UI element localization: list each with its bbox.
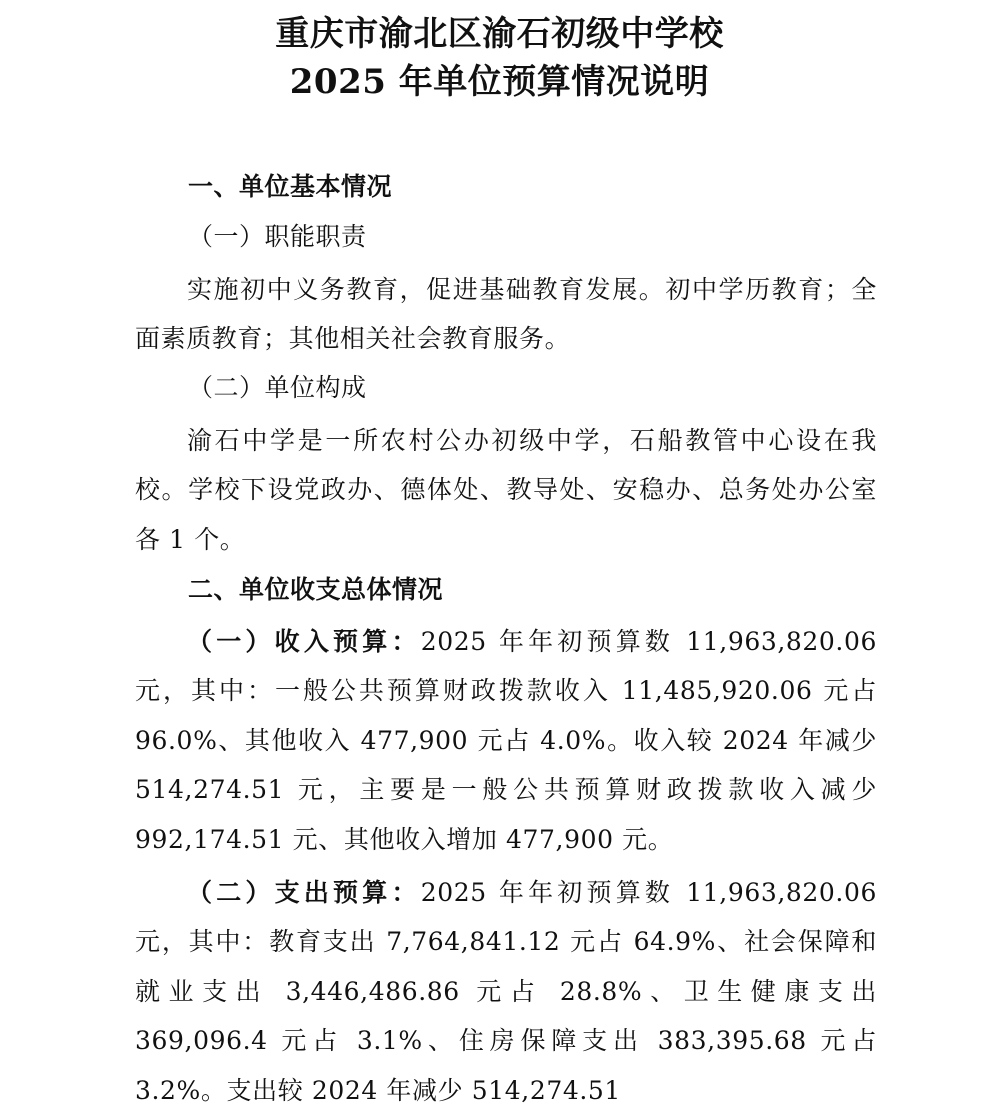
document-title-line-1: 重庆市渝北区渝石初级中学校 bbox=[275, 14, 724, 54]
expense-text: 2025 年年初预算数 11,963,820.06 元，其中：教育支出 7,764,841.12 元占 64.9%、社会保障和就业支出 3,446,486.86 元占 28.8%、卫生健康支出 369,096.4 元占 3.1%、住房保障支出 383,395.68 元占 3.2%。支出较 2024 年减少 514,274.51 bbox=[135, 878, 877, 1105]
section-1-sub-2-heading: （二）单位构成 bbox=[188, 373, 367, 402]
income-text: 2025 年年初预算数 11,963,820.06 元，其中：一般公共预算财政拨款收入 11,485,920.06 元占 96.0%、其他收入 477,900 元占 4.0%。收入较 2024 年减少 514,274.51 元，主要是一般公共预算财政拨款收入减少 992,174.51 元、其他收入增加 477,900 元。 bbox=[135, 627, 877, 854]
expense-paragraph bbox=[135, 868, 877, 1115]
expense-label: （二）支出预算： bbox=[187, 878, 421, 907]
composition-paragraph: 渝石中学是一所农村公办初级中学，石船教管中心设在我校。学校下设党政办、德体处、教导处、安稳办、总务处办公室各 1 个。 bbox=[135, 426, 877, 554]
section-1-heading: 一、单位基本情况 bbox=[188, 172, 393, 201]
income-label: （一）收入预算： bbox=[187, 627, 421, 656]
duties-paragraph: 实施初中义务教育，促进基础教育发展。初中学历教育；全面素质教育；其他相关社会教育服务。 bbox=[135, 275, 877, 354]
section-2-heading: 二、单位收支总体情况 bbox=[188, 575, 444, 604]
document-title-line-2: 2025 年单位预算情况说明 bbox=[289, 62, 710, 102]
section-1-sub-1-heading: （一）职能职责 bbox=[188, 222, 367, 251]
income-paragraph bbox=[135, 617, 877, 864]
